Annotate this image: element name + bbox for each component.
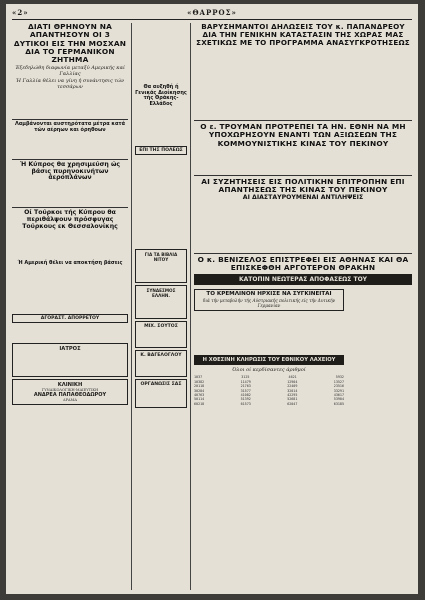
ad-doctor	[12, 343, 128, 377]
body-text	[138, 299, 184, 315]
column-3	[194, 23, 412, 590]
ad-clinic-name: ΑΝΔΡΕΑ ΠΑΠΑΘΕΟΔΩΡΟΥ	[33, 391, 107, 398]
ad-organisation	[135, 379, 187, 408]
newspaper-name: «ΘΑΡΡΟΣ»	[187, 8, 237, 17]
box-city: ΕΠΙ ΤΗΣ ΠΟΛΕΩΣ	[135, 146, 187, 155]
ad-vangeloglou-title: Κ. ΒΑΓΕΛΟΓΛΟΥ	[140, 353, 182, 359]
body-text	[138, 388, 184, 404]
lottery-number: 10382	[194, 379, 205, 384]
lottery-number: 23516	[333, 384, 344, 389]
lottery-number: 41082	[240, 393, 251, 398]
lottery-number: 53904	[333, 397, 344, 402]
subheadline-lottery: Όλοι οί κερδίσαντες άριθμοί	[232, 367, 306, 374]
page-number: «2»	[12, 8, 29, 17]
lottery-number: 13527	[333, 379, 344, 384]
ad-organisation-title: ΟΡΓΑΝΩΣΙΣ ΣΑΣ	[140, 382, 182, 388]
ad-clinic-title: ΚΛΙΝΙΚΗ	[57, 381, 83, 388]
body-text	[12, 135, 128, 157]
body-text	[135, 24, 187, 84]
ad-association-title: ΣΥΝΔΕΣΜΟΣ ΕΛΛΗΝ.	[146, 288, 176, 299]
lower-side	[348, 287, 410, 519]
headline-west-moscow: ΔΙΑΤΙ ΘΡΗΝΟΥΝ ΝΑ ΑΠΑΝΤΗΣΟΥΝ ΟΙ 3 ΔΥΤΙΚΟΙ ΕΙΣ ΤΗΝ ΜΟΣΧΑΝ ΔΙΑ ΤΟ ΓΕΡΜΑΝΙΚΟΝ ΖΗΤΗΜΑ	[13, 23, 127, 65]
divider	[194, 253, 412, 254]
lottery-number: 62047	[287, 401, 298, 406]
lottery-number: 52681	[287, 397, 298, 402]
lottery-number: 22409	[287, 384, 298, 389]
lottery-number: 51392	[240, 397, 251, 402]
ad-clinic-city: ΔΡΑΜΑ	[63, 397, 77, 402]
ad-association	[135, 285, 187, 319]
ad-doctor-title: ΙΑΤΡΟΣ	[59, 345, 81, 352]
lottery-number: 61573	[240, 401, 251, 406]
column-2	[135, 23, 187, 590]
body-text	[194, 149, 412, 173]
headline-governor: Θα αυξηθή ή Γενικάς Διοίκησης τής Θράκης-Ελλάδος	[135, 84, 187, 107]
lottery-number: 20118	[194, 384, 205, 389]
column-rule	[131, 23, 132, 590]
lottery-number: 63185	[333, 401, 344, 406]
lottery-number: 40763	[194, 393, 205, 398]
divider	[194, 175, 412, 176]
headline-truman: Ο ε. ΤΡΟΥΜΑΝ ΠΡΟΤΡΕΠΕΙ ΤΑ ΗΝ. ΕΘΝΗ ΝΑ ΜΗ ΥΠΟΧΩΡΗΣΟΥΝ ΕΝΑΝΤΙ ΤΩΝ ΑΞΙΩΣΕΩΝ ΤΗΣ ΚΟΜΜΟΥΝΙΣΤΙΚΗΣ ΚΙΝΑΣ ΤΟΥ ΠΕΚΙΝΟΥ	[200, 122, 406, 148]
ad-clinic-sub: ΓΥΝΑΙΚΟΛΟΓΙΚΗ-ΜΑΙΕΥΤΙΚΗ	[41, 387, 99, 392]
lottery-number: 4621	[288, 375, 297, 380]
subheadline-disagreement: Έξεδηλώθη διαφωνία μεταξύ Αμερικής καί Γαλλίας	[15, 65, 125, 78]
lower-main	[194, 287, 344, 519]
body-text	[194, 48, 412, 118]
lottery-number: 1037	[194, 375, 203, 380]
body-text	[138, 330, 184, 344]
lottery-number: 60218	[194, 401, 205, 406]
lottery-number: 31577	[240, 388, 251, 393]
body-text	[12, 183, 128, 205]
lottery-number: 43617	[333, 393, 344, 398]
masthead	[12, 7, 412, 20]
ad-vangeloglou	[135, 350, 187, 377]
lottery-number: 33291	[333, 388, 344, 393]
bar-lottery: Η ΧΘΕΣΙΝΗ ΚΛΗΡΩΣΙΣ ΤΟΥ ΕΘΝΙΚΟΥ ΛΑΧΕΙΟΥ	[194, 355, 344, 365]
body-text	[138, 263, 184, 279]
ad-books	[135, 249, 187, 283]
bar-decision: ΚΑΤΟΠΙΝ ΝΕΩΤΕΡΑΣ ΑΠΟΦΑΣΕΩΣ ΤΟΥ	[194, 274, 412, 285]
lottery-number: 11479	[240, 379, 251, 384]
column-1	[12, 23, 128, 590]
body-text	[15, 353, 125, 373]
headline-america-bases: Ή Αμερική θέλει να αποκτήση βάσεις	[17, 260, 123, 267]
lottery-number: 50114	[194, 397, 205, 402]
lottery-row	[194, 402, 344, 406]
box-contact: ΑΓΟΡΑΣΤ. ΑΠΟΡΡΕΤΟΥ	[12, 314, 128, 323]
newspaper-page	[6, 4, 418, 594]
lottery-number: 12904	[287, 379, 298, 384]
ad-books-title: ΓΙΑ ΤΑ ΒΙΒΛΙΑ ΝΙΤΟΥ	[144, 252, 178, 263]
ad-soutos-title: ΜΙΧ. ΣΟΥΤΟΣ	[144, 324, 178, 330]
lottery-number: 42295	[287, 393, 298, 398]
lottery-number: 5932	[335, 375, 344, 380]
subheadline-france: Ή Γαλλία θέλει να γίνη ή συνάντησις τών τεσσάρων	[15, 78, 125, 91]
headline-cyprus-base: Ή Κύπρος θα χρησιμεύση ώς βάσις πυρηνοκινήτων άεροπλάνων	[19, 160, 121, 182]
body-text	[12, 268, 128, 312]
headline-political-committee: ΑΙ ΣΥΖΗΤΗΣΕΙΣ ΕΙΣ ΠΟΛΙΤΙΚΗΝ ΕΠΙΤΡΟΠΗΝ ΕΠΙ ΑΠΑΝΤΗΣΕΩΣ ΤΗΣ ΚΙΝΑΣ ΤΟΥ ΠΕΚΙΝΟΥ	[201, 177, 405, 195]
body-text	[135, 108, 187, 144]
ad-clinic	[12, 379, 128, 405]
ad-soutos	[135, 321, 187, 348]
lottery-number: 21763	[240, 384, 251, 389]
body-text	[194, 313, 344, 353]
headline-kremlin: ΤΟ ΚΡΕΜΛΙΝΟΝ ΗΡΧΙΣΕ ΝΑ ΣΥΓΚΙΝΕΙΤΑΙ	[206, 291, 332, 298]
subheadline-views: ΑΙ ΔΙΑΣΤΑΥΡΟΥΜΕΝΑΙ ΑΝΤΙΛΗΨΕΙΣ	[242, 193, 364, 201]
headline-papandreou: ΒΑΡΥΣΗΜΑΝΤΟΙ ΔΗΛΩΣΕΙΣ ΤΟΥ κ. ΠΑΠΑΝΔΡΕΟΥ ΔΙΑ ΤΗΝ ΓΕΝΙΚΗΝ ΚΑΤΑΣΤΑΣΙΝ ΤΗΣ ΧΩΡΑΣ ΜΑΣ ΣΧΕΤΙΚΩΣ ΜΕ ΤΟ ΠΡΟΓΡΑΜΜΑ ΑΝΑΣΥΓΚΡΟΤΗΣΕΩΣ	[196, 23, 410, 48]
body-text	[348, 288, 410, 518]
headline-venizelos: Ο κ. ΒΕΝΙΖΕΛΟΣ ΕΠΙΣΤΡΕΦΕΙ ΕΙΣ ΑΘΗΝΑΣ ΚΑΙ ΘΑ ΕΠΙΣΚΕΦΘΗ ΑΡΓΟΤΕΡΟΝ ΘΡΑΚΗΝ	[197, 254, 409, 272]
divider	[194, 120, 412, 121]
lottery-table	[194, 375, 344, 406]
body-text	[138, 359, 184, 373]
body-text	[135, 157, 187, 247]
body-text	[194, 203, 412, 251]
headline-measures: Λαμβάνονται αυστηρότατα μέτρα κατά τών αέρηων και όρηθοων	[14, 121, 126, 133]
headline-cyprus-refugees: Οί Τούρκοι τής Κύπρου θα περιθάλψουν πρόσφυγας Τούρκους εκ Θεσσαλονίκης	[22, 209, 118, 231]
lower-section	[194, 287, 412, 519]
lottery-number: 3125	[241, 375, 250, 380]
body-text	[12, 325, 128, 341]
subheadline-kremlin: διά τήν μεταβολήν τής Αύστριακής πολιτικής είς τήν Δυτικήν Γερμανίαν	[202, 298, 336, 309]
body-text	[12, 232, 128, 260]
box-kremlin	[194, 289, 344, 311]
divider	[12, 159, 128, 160]
lottery-number: 32014	[287, 388, 298, 393]
lottery-number: 30284	[194, 388, 205, 393]
column-rule	[190, 23, 191, 590]
body-text	[12, 91, 128, 117]
